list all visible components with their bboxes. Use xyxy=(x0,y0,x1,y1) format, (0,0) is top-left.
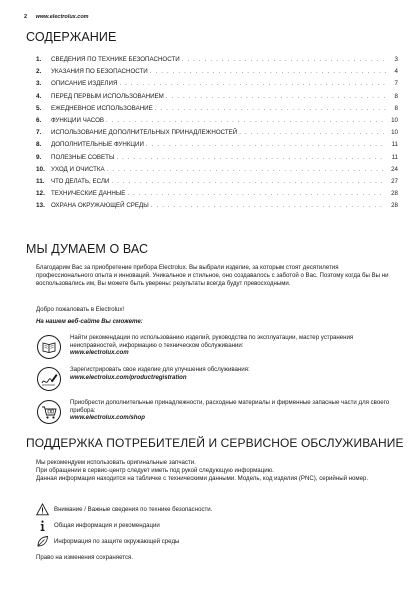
service-support-text: Найти рекомендации по использованию изделий, руководства по эксплуатации, мастер устранения неисправностей, информацию о техническом обслуживании: xyxy=(70,334,354,349)
support-line: Мы рекомендуем использовать оригинальные запчасти. xyxy=(36,459,196,466)
toc-item-page: 11 xyxy=(391,141,398,149)
toc-leader-dots xyxy=(166,94,386,100)
toc-item-page: 28 xyxy=(391,202,398,210)
legend-warning-text: Внимание / Важные сведения по технике безопасности. xyxy=(54,506,213,513)
toc-leader-dots xyxy=(155,106,386,112)
toc-item[interactable] xyxy=(36,80,398,92)
toc-item-title: ОПИСАНИЕ ИЗДЕЛИЯ xyxy=(51,80,118,88)
support-line: При обращении в сервис-центр следует иметь под рукой следующую информацию. xyxy=(36,467,274,475)
toc-leader-dots xyxy=(106,118,386,124)
toc-item[interactable] xyxy=(36,154,398,166)
warning-triangle-icon xyxy=(36,503,49,516)
service-shop-link[interactable]: www.electrolux.com/shop xyxy=(70,414,145,422)
toc-leader-dots xyxy=(182,57,386,63)
toc-item-title: ДОПОЛНИТЕЛЬНЫЕ ФУНКЦИИ xyxy=(51,141,144,149)
toc-item-number: 12. xyxy=(36,190,45,198)
legend-info xyxy=(36,519,396,533)
toc-item[interactable] xyxy=(36,202,398,214)
toc-item-number: 13. xyxy=(36,202,45,210)
toc-item-number: 2. xyxy=(36,68,42,76)
toc-leader-dots xyxy=(116,155,386,161)
toc-item-title: УКАЗАНИЯ ПО БЕЗОПАСНОСТИ xyxy=(51,68,148,76)
toc-item-page: 11 xyxy=(391,153,398,161)
toc-item-number: 4. xyxy=(36,92,42,100)
header-site-link[interactable]: www.electrolux.com xyxy=(35,14,89,20)
toc-leader-dots xyxy=(151,203,386,209)
toc-item-title: УХОД И ОЧИСТКА xyxy=(51,165,105,173)
contents-heading: СОДЕРЖАНИЕ xyxy=(26,30,117,44)
support-paragraph xyxy=(36,459,396,483)
toc-item-title: ПЕРЕД ПЕРВЫМ ИСПОЛЬЗОВАНИЕМ xyxy=(51,92,164,100)
globe-book-icon xyxy=(36,334,62,360)
toc-item-page: 28 xyxy=(391,190,398,198)
toc-item-title: ФУНКЦИИ ЧАСОВ xyxy=(51,116,105,124)
toc-item-number: 3. xyxy=(36,80,42,88)
toc-leader-dots xyxy=(119,81,386,87)
table-of-contents xyxy=(36,56,398,214)
toc-item-title: ПОЛЕЗНЫЕ СОВЕТЫ xyxy=(51,153,115,161)
service-registration-link[interactable]: www.electrolux.com/productregistration xyxy=(70,373,187,381)
welcome-text: Добро пожаловать в Electrolux! xyxy=(36,306,125,313)
support-heading: ПОДДЕРЖКА ПОТРЕБИТЕЛЕЙ И СЕРВИСНОЕ ОБСЛУЖИВАНИЕ xyxy=(26,436,404,450)
service-row-registration xyxy=(36,366,396,396)
toc-leader-dots xyxy=(150,69,386,75)
toc-item-page: 4 xyxy=(394,68,398,76)
toc-leader-dots xyxy=(146,142,386,148)
toc-item-page: 8 xyxy=(394,92,398,100)
toc-item[interactable] xyxy=(36,178,398,190)
legend-warning xyxy=(36,503,396,517)
toc-item-number: 10. xyxy=(36,165,45,173)
page-header xyxy=(24,14,89,20)
toc-item-title: ТЕХНИЧЕСКИЕ ДАННЫЕ xyxy=(51,190,126,198)
toc-leader-dots xyxy=(111,179,386,185)
toc-leader-dots xyxy=(127,191,386,197)
toc-item[interactable] xyxy=(36,93,398,105)
toc-item-page: 7 xyxy=(394,80,398,88)
toc-item[interactable] xyxy=(36,105,398,117)
service-row-shop xyxy=(36,399,396,429)
toc-item-title: СВЕДЕНИЯ ПО ТЕХНИКЕ БЕЗОПАСНОСТИ xyxy=(51,56,180,63)
toc-item-number: 8. xyxy=(36,141,42,149)
intro-paragraph: Благодарим Вас за приобретение прибора Electrolux. Вы выбрали изделие, за которым стоят десятилетия профессионального опыта и инноваций. Уникальное и стильное, оно создавалось с заботой о Вас. Поэтому когда бы Вы ни воспользовались им, Вы можете быть уверены: результаты всегда будут превосходными. xyxy=(36,264,389,288)
service-row-support xyxy=(36,334,396,364)
support-line: Данная информация находится на табличке с техническими данными. Модель, код изделия (PNC), серийный номер. xyxy=(36,475,369,483)
website-intro: На нашем веб-сайте Вы сможете: xyxy=(36,318,143,325)
toc-item-page: 27 xyxy=(391,177,398,185)
toc-item[interactable] xyxy=(36,68,398,80)
toc-item-title: ИСПОЛЬЗОВАНИЕ ДОПОЛНИТЕЛЬНЫХ ПРИНАДЛЕЖНОСТЕЙ xyxy=(51,129,238,137)
we-care-heading: МЫ ДУМАЕМ О ВАС xyxy=(26,242,149,256)
signature-pen-icon xyxy=(36,366,62,392)
legend-info-text: Общая информация и рекомендации xyxy=(54,522,160,529)
shopping-cart-icon xyxy=(36,399,62,425)
toc-leader-dots xyxy=(107,167,386,173)
toc-item-page: 24 xyxy=(391,165,398,173)
footer-note: Право на изменения сохраняется. xyxy=(36,554,134,561)
toc-item-page: 8 xyxy=(394,104,398,112)
toc-item[interactable] xyxy=(36,190,398,202)
info-icon xyxy=(36,519,49,532)
toc-item[interactable] xyxy=(36,141,398,153)
toc-item-page: 10 xyxy=(391,116,398,124)
toc-item[interactable] xyxy=(36,166,398,178)
service-registration-text: Зарегистрировать свое изделие для улучшения обслуживания: xyxy=(70,366,250,373)
page-number: 2 xyxy=(24,14,28,20)
toc-item-number: 7. xyxy=(36,129,42,137)
legend-environment xyxy=(36,535,396,549)
toc-item-title: ЧТО ДЕЛАТЬ, ЕСЛИ xyxy=(51,177,110,185)
toc-item-page: 3 xyxy=(394,56,398,63)
leaf-icon xyxy=(36,535,49,548)
service-support-link[interactable]: www.electrolux.com xyxy=(70,349,129,357)
toc-item-number: 1. xyxy=(36,56,42,63)
toc-item[interactable] xyxy=(36,56,398,68)
toc-item-number: 9. xyxy=(36,153,42,161)
service-shop-text: Приобрести дополнительные принадлежности, расходные материалы и фирменные запасные части для своего прибора: xyxy=(70,399,390,414)
toc-item-page: 10 xyxy=(391,129,398,137)
toc-item-title: ОХРАНА ОКРУЖАЮЩЕЙ СРЕДЫ xyxy=(51,202,149,210)
legend-environment-text: Информация по защите окружающей среды xyxy=(54,538,180,545)
toc-item[interactable] xyxy=(36,129,398,141)
toc-item-number: 5. xyxy=(36,104,42,112)
toc-item[interactable] xyxy=(36,117,398,129)
toc-leader-dots xyxy=(239,130,386,136)
toc-item-number: 11. xyxy=(36,177,45,185)
toc-item-number: 6. xyxy=(36,116,42,124)
toc-item-title: ЕЖЕДНЕВНОЕ ИСПОЛЬЗОВАНИЕ xyxy=(51,104,153,112)
